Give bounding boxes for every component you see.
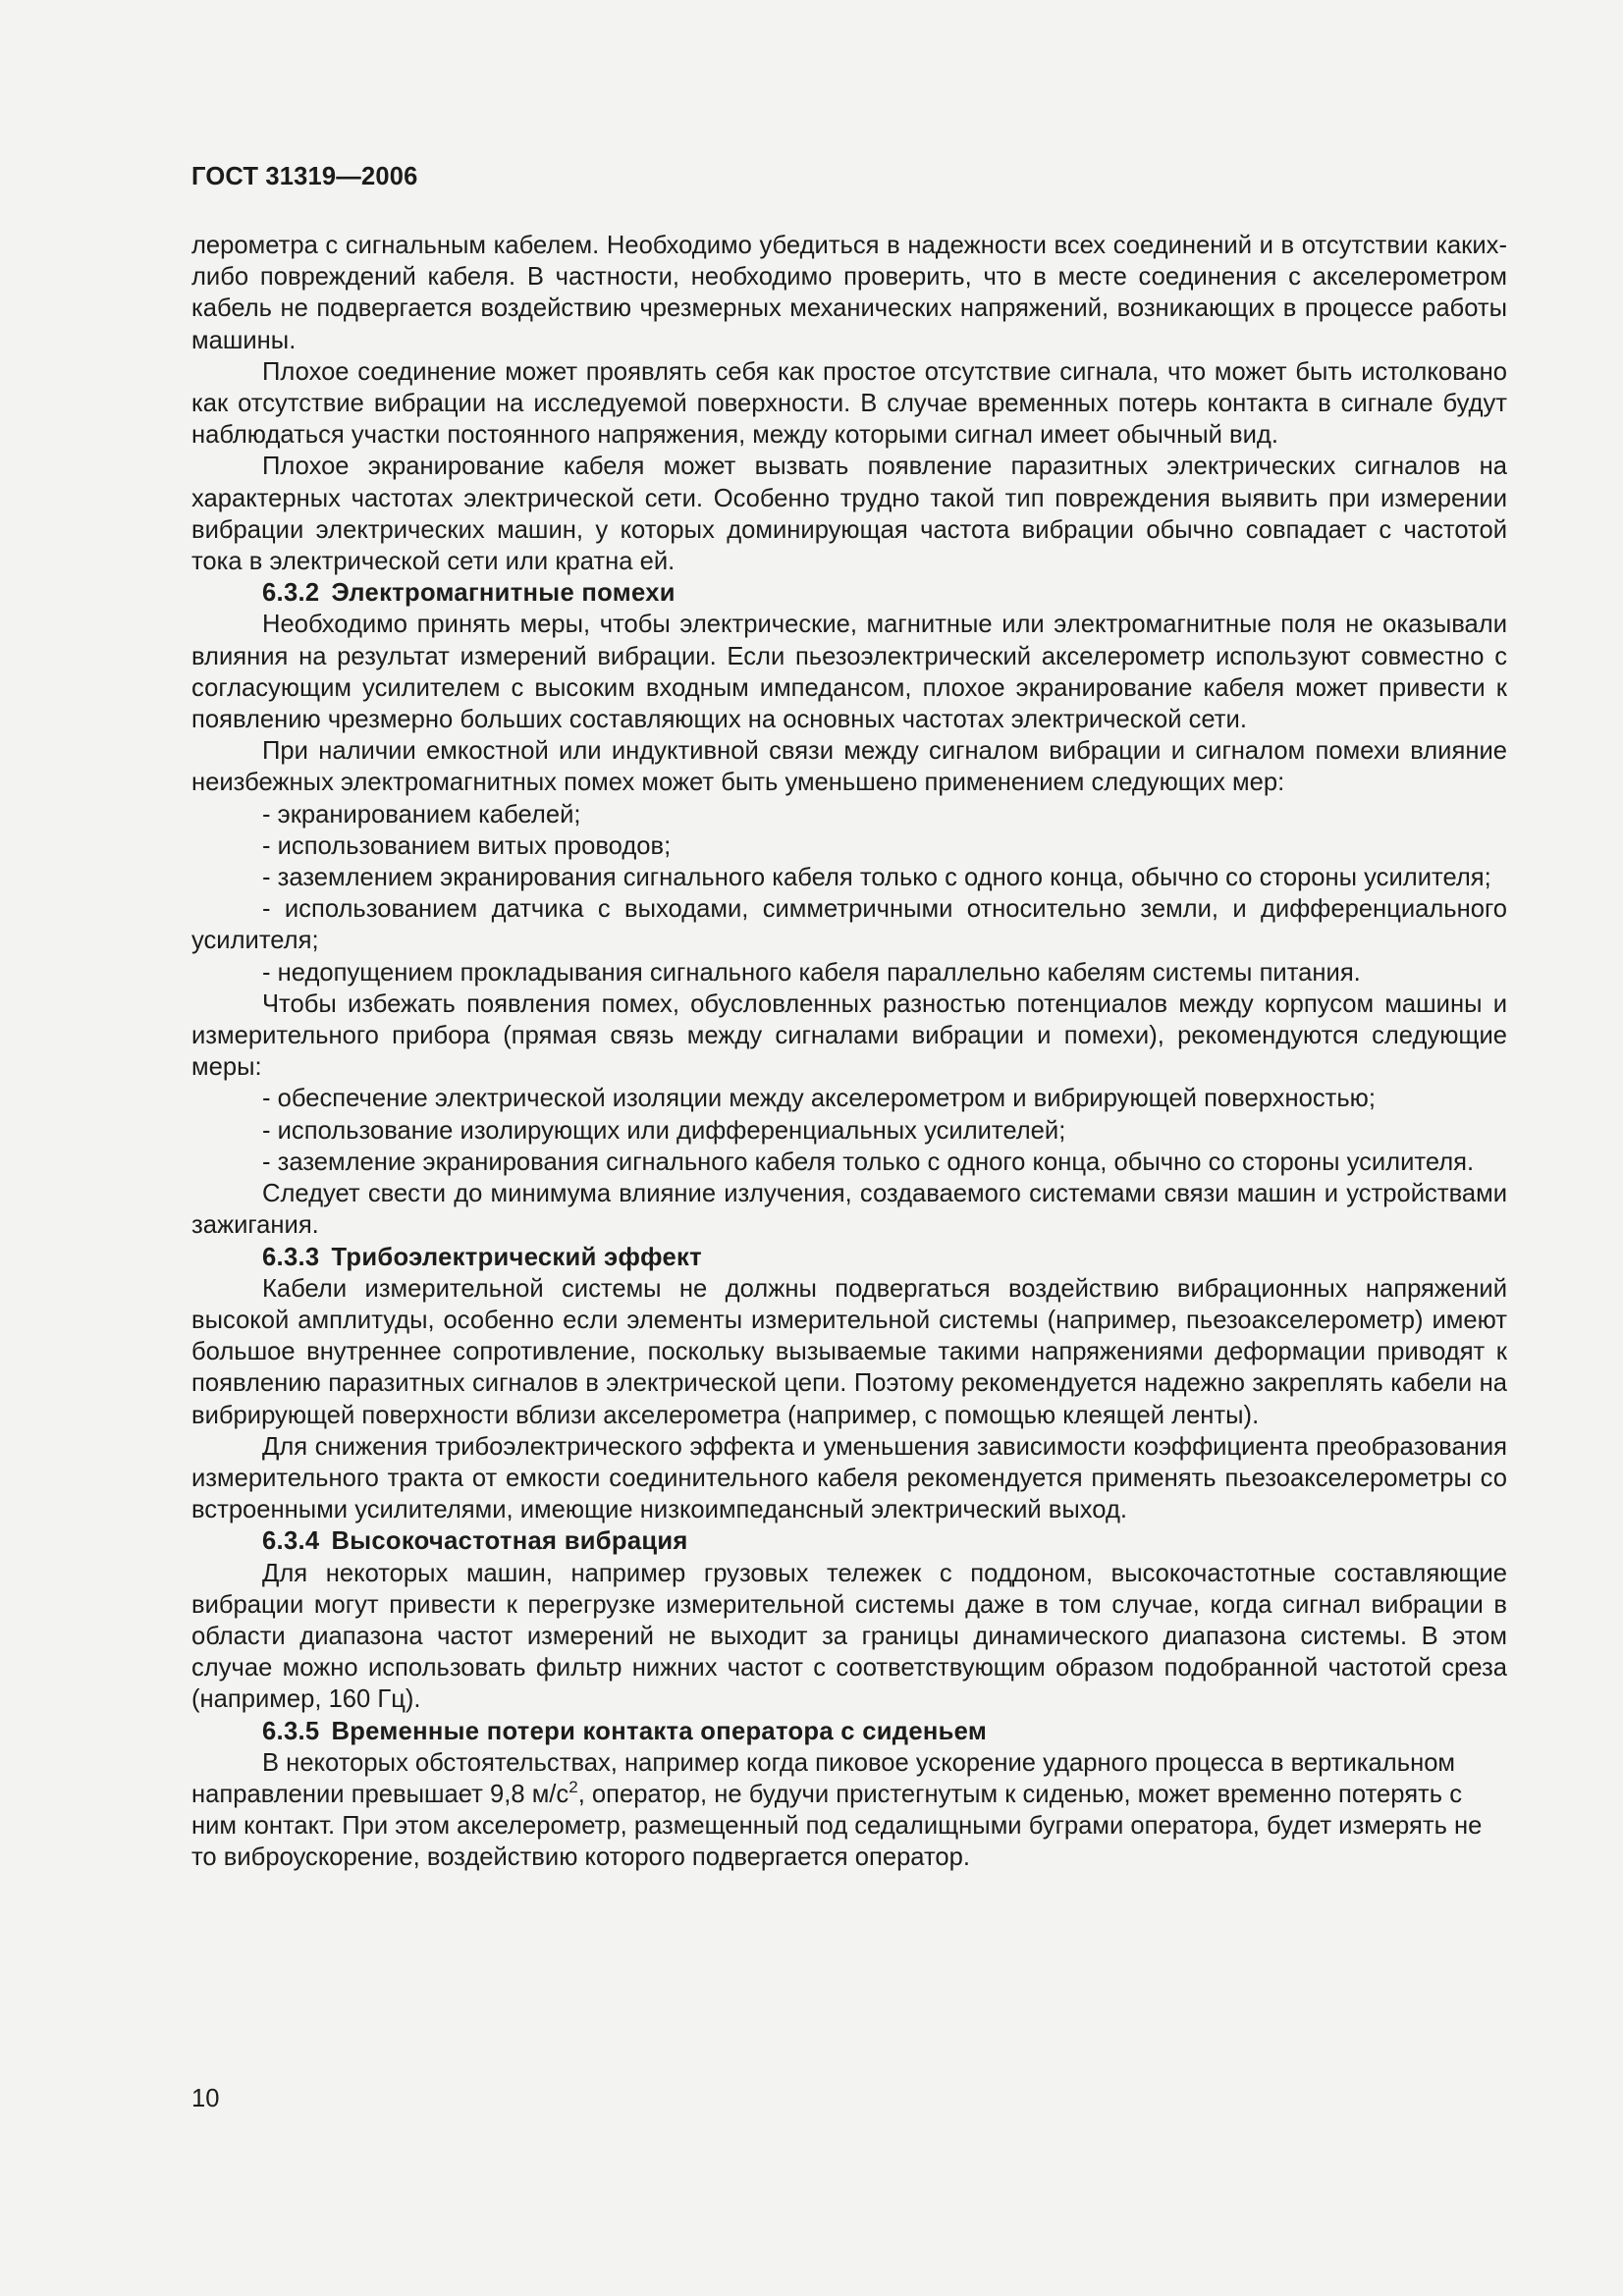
document-body — [191, 230, 1507, 1874]
paragraph-em-fields: Необходимо принять меры, чтобы электрические, магнитные или электромагнитные поля не оказывали влияния на результат измерений вибрации. Если пьезоэлектрический акселерометр используют совместно с согласующим усилителем с высоким входным импедансом, плохое экранирование кабеля может привести к появлению чрезмерно больших составляющих на основных частотах электрической сети. — [191, 611, 1507, 734]
section-heading-6-3-2 — [191, 577, 1507, 609]
paragraph-bad-shielding: Плохое экранирование кабеля может вызвать появление паразитных электрических сигналов на характерных частотах электрической сети. Особенно трудно такой тип повреждения выявить при измерении вибрации электрических машин, у которых доминирующая частота вибрации обычно совпадает с частотой тока в электрической сети или кратна ей. — [191, 453, 1507, 576]
section-title: Электромагнитные помехи — [331, 579, 676, 608]
document-code-header: ГОСТ 31319—2006 — [191, 163, 418, 190]
section-number: 6.3.5 — [262, 1717, 320, 1745]
paragraph-capacitive-coupling: При наличии емкостной или индуктивной связи между сигналом вибрации и сигналом помехи влияние неизбежных электромагнитных помех может быть уменьшено применением следующих мер: — [191, 737, 1507, 797]
page-number: 10 — [191, 2085, 220, 2112]
section-title: Высокочастотная вибрация — [331, 1527, 688, 1556]
list-item: - заземление экранирования сигнального кабеля только с одного конца, обычно со стороны усилителя. — [262, 1148, 1475, 1176]
superscript: 2 — [568, 1777, 578, 1796]
section-number: 6.3.2 — [262, 579, 320, 608]
paragraph-continuation: лерометра с сигнальным кабелем. Необходимо убедиться в надежности всех соединений и в отсутствии каких-либо повреждений кабеля. В частности, необходимо проверить, что в месте соединения с акселерометром кабель не подвергается воздействию чрезмерных механических напряжений, возникающих в процессе работы машины. — [191, 232, 1507, 354]
paragraph-cable-vibration: Кабели измерительной системы не должны подвергаться воздействию вибрационных напряжений высокой амплитуды, особенно если элементы измерительной системы (например, пьезоакселерометр) имеют большое внутреннее сопротивление, поскольку вызываемые такими напряжениями деформации приводят к появлению паразитных сигналов в электрической цепи. Поэтому рекомендуется надежно закреплять кабели на вибрирующей поверхности вблизи акселерометра (например, с помощью клеящей ленты). — [191, 1274, 1507, 1429]
list-item: - обеспечение электрической изоляции между акселерометром и вибрирующей поверхностью; — [262, 1085, 1376, 1113]
section-heading-6-3-5 — [191, 1716, 1507, 1747]
paragraph-triboelectric-reduction: Для снижения трибоэлектрического эффекта и уменьшения зависимости коэффициента преобразования измерительного тракта от емкости соединительного кабеля рекомендуется применять пьезоакселерометры со встроенными усилителями, имеющие низкоимпедансный электрический выход. — [191, 1432, 1507, 1524]
section-number: 6.3.4 — [262, 1527, 320, 1556]
paragraph-seat-contact-loss — [191, 1747, 1507, 1874]
section-heading-6-3-3 — [191, 1242, 1507, 1273]
section-title: Трибоэлектрический эффект — [331, 1243, 702, 1271]
list-item: - использованием витых проводов; — [262, 831, 672, 860]
paragraph-text-part: В некоторых обстоятельствах, например когда пиковое ускорение ударного процесса в вертикальном направлении превышает 9,8 м/с — [191, 1748, 1456, 1808]
list-item: - недопущением прокладывания сигнального кабеля параллельно кабелям системы питания. — [262, 958, 1361, 987]
list-item: - заземлением экранирования сигнального кабеля только с одного конца, обычно со стороны усилителя; — [262, 864, 1491, 892]
paragraph-high-frequency: Для некоторых машин, например грузовых тележек с поддоном, высокочастотные составляющие вибрации могут привести к перегрузке измерительной системы даже в том случае, когда сигнал вибрации в области диапазона частот измерений не выходит за границы динамического диапазона системы. В этом случае можно использовать фильтр нижних частот с соответствующим образом подобранной частотой среза (например, 160 Гц). — [191, 1559, 1507, 1714]
section-title: Временные потери контакта оператора с сиденьем — [331, 1717, 988, 1745]
section-heading-6-3-4 — [191, 1525, 1507, 1557]
list-item: - использованием датчика с выходами, симметричными относительно земли, и дифференциального усилителя; — [191, 895, 1507, 955]
paragraph-text-part: , оператор, не будучи пристегнутым к сиденью, может временно потерять с ним контакт. При этом акселерометр, размещенный под седалищными буграми оператора, будет измерять не то виброускорение, воздействию которого подвергается оператор. — [191, 1780, 1483, 1872]
paragraph-bad-connection: Плохое соединение может проявлять себя как простое отсутствие сигнала, что может быть истолковано как отсутствие вибрации на исследуемой поверхности. В случае временных потерь контакта в сигнале будут наблюдаться участки постоянного напряжения, между которыми сигнал имеет обычный вид. — [191, 357, 1507, 450]
list-item: - экранированием кабелей; — [262, 800, 581, 828]
section-number: 6.3.3 — [262, 1243, 320, 1271]
paragraph-radiation: Следует свести до минимума влияние излучения, создаваемого системами связи машин и устройствами зажигания. — [191, 1180, 1507, 1240]
paragraph-potential-difference: Чтобы избежать появления помех, обусловленных разностью потенциалов между корпусом машины и измерительного прибора (прямая связь между сигналами вибрации и помехи), рекомендуются следующие меры: — [191, 989, 1507, 1082]
list-item: - использование изолирующих или дифференциальных усилителей; — [262, 1116, 1066, 1145]
